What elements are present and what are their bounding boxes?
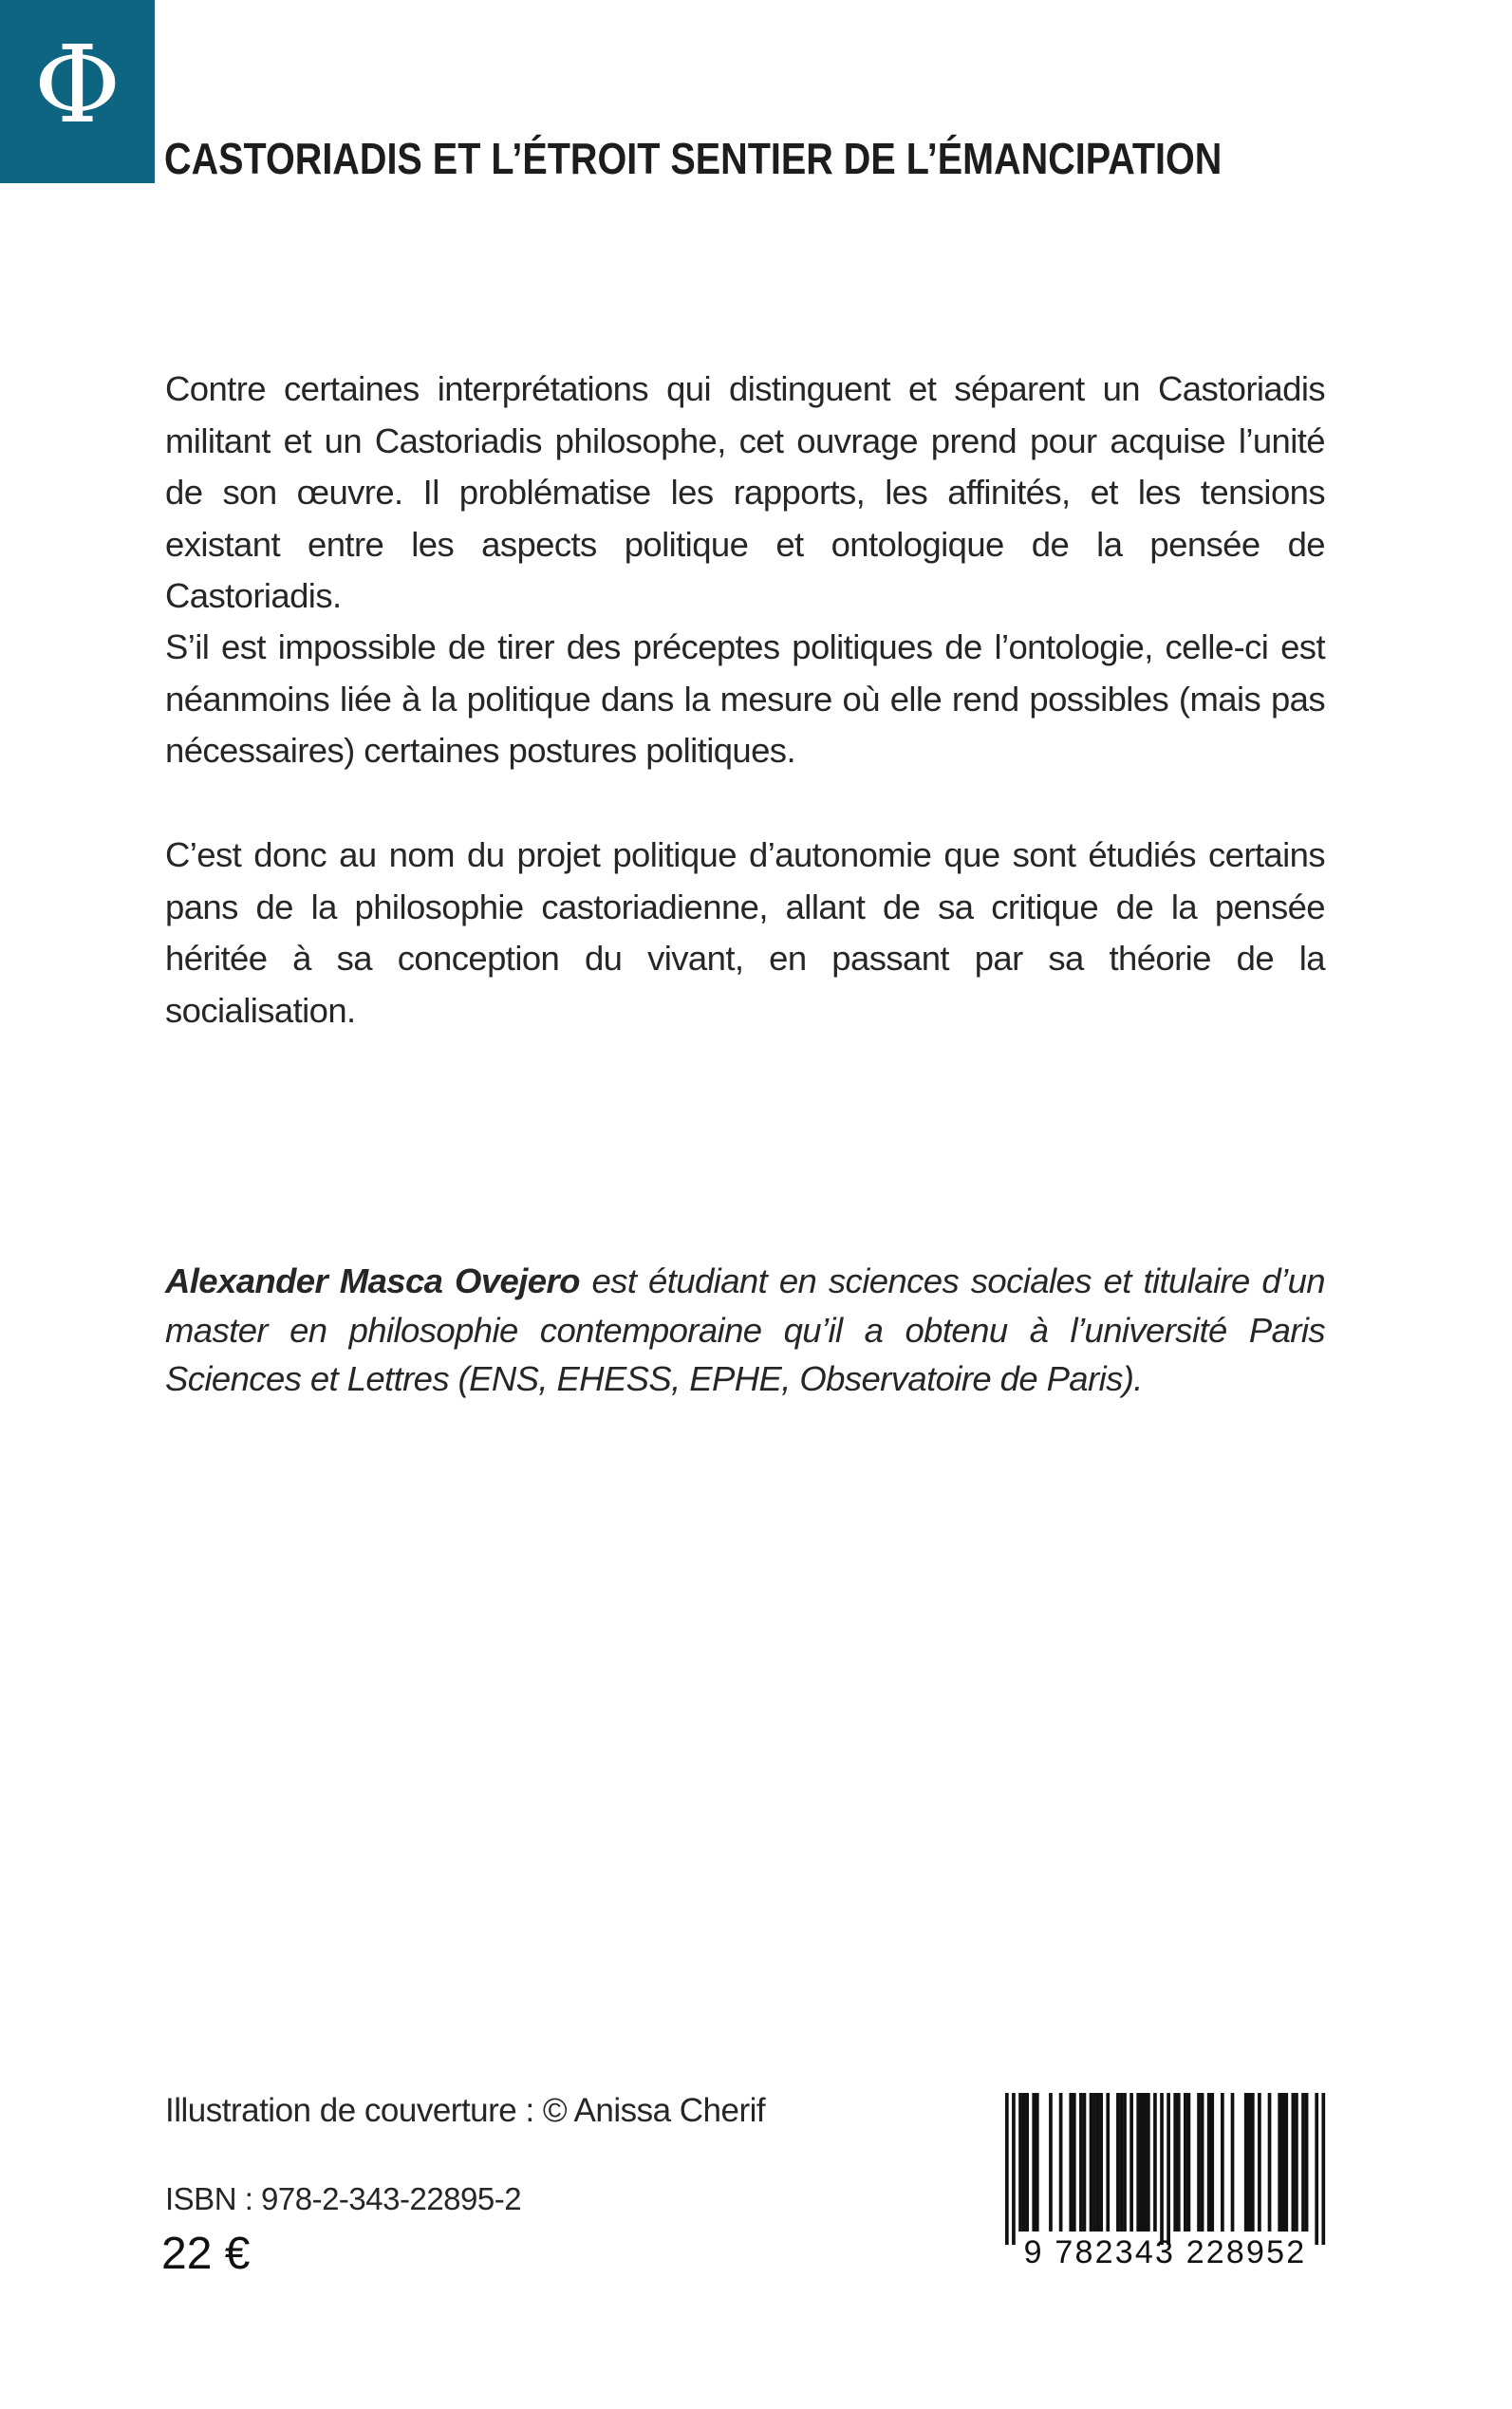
barcode-bar — [1244, 2093, 1248, 2232]
barcode-bar — [1258, 2093, 1261, 2232]
barcode-bar — [1123, 2093, 1127, 2232]
barcode-bar — [1305, 2093, 1309, 2232]
barcode-bar — [1036, 2093, 1039, 2232]
book-title: CASTORIADIS ET L’ÉTROIT SENTIER DE L’ÉMANCIPATION — [164, 134, 1223, 183]
barcode-digits: 9 782343 228952 — [1023, 2234, 1307, 2270]
author-name: Alexander Masca Ovejero — [165, 1261, 580, 1300]
barcode-bar — [1321, 2093, 1325, 2245]
barcode-bar — [1005, 2093, 1009, 2245]
barcode-bar — [1197, 2093, 1201, 2232]
barcode-bar — [1073, 2093, 1076, 2232]
barcode-bar — [1295, 2093, 1298, 2232]
barcode-bar — [1153, 2093, 1157, 2232]
barcode-bar — [1018, 2093, 1022, 2232]
barcode-bar — [1129, 2093, 1133, 2232]
barcode-bar — [1207, 2093, 1211, 2232]
barcode-bar — [1167, 2093, 1170, 2245]
barcode-bar — [1143, 2093, 1147, 2232]
barcode-bar — [1147, 2093, 1150, 2232]
barcode-bar — [1184, 2093, 1187, 2232]
barcode-bar — [1012, 2093, 1016, 2245]
barcode-bar — [1022, 2093, 1026, 2232]
barcode-bar — [1025, 2093, 1029, 2232]
barcode-bar — [1099, 2093, 1103, 2232]
barcode-bar — [1140, 2093, 1144, 2232]
barcode-bar — [1136, 2093, 1140, 2232]
summary-paragraph-3: C’est donc au nom du projet politique d’autonomie que sont étudiés certains pans de la philosophie castoriadienne, allant de sa critique de la pensée héritée à sa conception du vivant, en passant par sa théorie de la socialisation. — [165, 835, 1325, 1030]
barcode-bar — [1049, 2093, 1053, 2232]
barcode-bar — [1315, 2093, 1318, 2245]
phi-logo-icon: Φ — [33, 23, 121, 147]
barcode-bar — [1187, 2093, 1191, 2232]
author-bio — [165, 1257, 1325, 1404]
barcode-bar — [1301, 2093, 1305, 2232]
barcode-bar — [1221, 2093, 1224, 2232]
barcode-bar — [1096, 2093, 1100, 2232]
barcode-bar — [1059, 2093, 1063, 2232]
barcode-bar — [1116, 2093, 1120, 2232]
author-bio-text: est étudiant en sciences sociales et titulaire d’un master en philosophie contemporaine qu’il a obtenu à l’université Paris Sciences et Lettres (ENS, EHESS, EPHE, Observatoire de Paris). — [165, 1261, 1326, 1398]
barcode-bar — [1090, 2093, 1093, 2232]
barcode-bar — [1120, 2093, 1124, 2232]
barcode-bar — [1079, 2093, 1083, 2232]
barcode-bar — [1247, 2093, 1251, 2232]
barcode-bar — [1292, 2093, 1296, 2232]
barcode-bar — [1106, 2093, 1110, 2232]
cover-illustration-credit: Illustration de couverture : © Anissa Cherif — [165, 2092, 766, 2129]
barcode-bar — [1032, 2093, 1036, 2232]
barcode-bar — [1092, 2093, 1096, 2232]
barcode-bar — [1173, 2093, 1177, 2232]
barcode-bar — [1069, 2093, 1073, 2232]
barcode-bar — [1210, 2093, 1214, 2232]
barcode-bar — [1278, 2093, 1281, 2232]
price: 22 € — [161, 2229, 251, 2279]
barcode-bar — [1177, 2093, 1181, 2232]
isbn: ISBN : 978-2-343-22895-2 — [165, 2181, 522, 2216]
barcode-bar — [1284, 2093, 1288, 2232]
summary-paragraph-1: Contre certaines interprétations qui distinguent et séparent un Castoriadis militant et un Castoriadis philosophe, cet ouvrage prend pour acquise l’unité de son œuvre. Il problématise les rapports, les affinités, et les tensions existant entre les aspects politique et ontologique de la pensée de Castoriadis. — [165, 369, 1325, 615]
barcode-bar — [1268, 2093, 1272, 2232]
barcode-bar — [1083, 2093, 1087, 2232]
barcode-bar — [1281, 2093, 1285, 2232]
publisher-logo — [0, 0, 155, 183]
barcode-bar — [1231, 2093, 1235, 2232]
barcode-bar — [1160, 2093, 1164, 2245]
barcode-bar — [1201, 2093, 1204, 2232]
barcode-bar — [1251, 2093, 1255, 2232]
barcode — [999, 2093, 1331, 2271]
summary-paragraph-2: S’il est impossible de tirer des préceptes politiques de l’ontologie, celle-ci est néanmoins liée à la politique dans la mesure où elle rend possibles (mais pas nécessaires) certaines postures politiques. — [165, 627, 1325, 770]
